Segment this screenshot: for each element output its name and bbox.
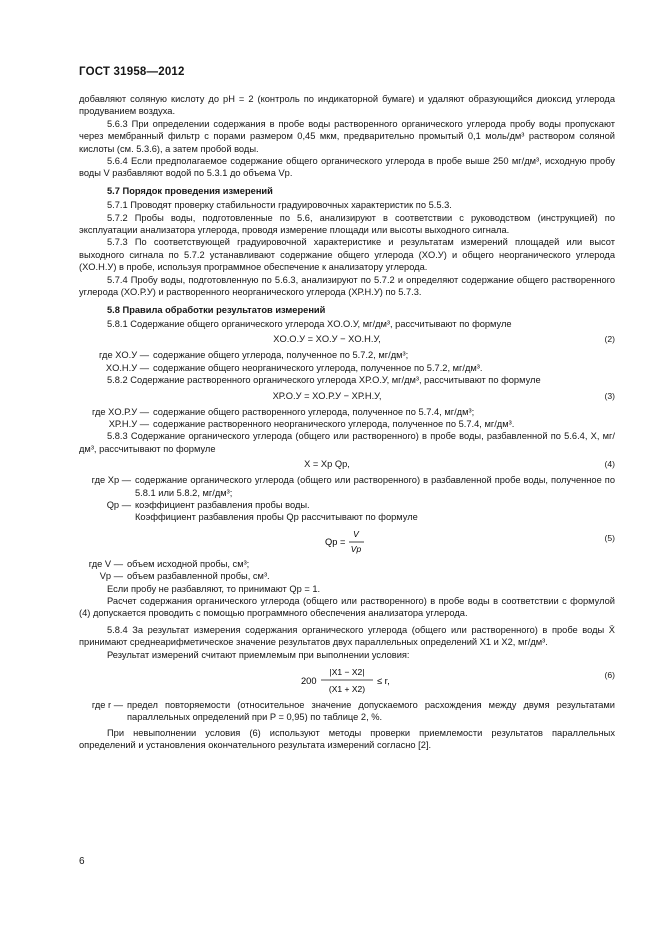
page-header: ГОСТ 31958—2012 [79,66,185,78]
definition-label: Qр — [106,499,131,510]
definition-text: содержание общего растворенного углерода, полученное по 5.7.4, мг/дм³; [153,406,475,417]
formula-5-lhs: Qр = [325,536,346,547]
definition-label: где Xр — [91,475,131,486]
definition-xp [79,474,615,499]
formula-6-graphic [79,663,615,697]
paragraph-5-7-4: 5.7.4 Пробу воды, подготовленную по 5.6.3, анализируют по 5.7.2 и определяют содержание общего растворенного углерода (XО.Р.У) и растворенного неорганического углерода (XР.Н.У) по 5.7.3. [79,274,615,298]
section-heading-5-7: 5.7 Порядок проведения измерений [107,185,273,196]
paragraph-5-8-2: 5.8.2 Содержание растворенного органического углерода XР.О.У, мг/дм³, рассчитывают по формуле [107,375,541,386]
paragraph-qp-intro: Коэффициент разбавления пробы Qр рассчитывают по формуле [135,512,418,523]
formula-5-denominator: Vр [350,543,362,554]
formula-5-number: (5) [604,532,615,543]
definition-text: объем разбавленной пробы, см³. [127,571,270,582]
definition-label: где V — [88,558,123,569]
paragraph-5-7-2: 5.7.2 Пробы воды, подготовленные по 5.6, анализируют в соответствии с руководством (инструкцией) по эксплуатации анализатора углерода, проводя измерение площади или высоты выходного сигнала. [79,212,615,236]
definition-v [79,558,615,570]
paragraph-5-8-1: 5.8.1 Содержание общего органического углерода XО.О.У, мг/дм³, рассчитывают по формуле [107,318,512,329]
paragraph-5-8-4: 5.8.4 За результат измерения содержания органического углерода (общего или растворенного) в пробе воды X̄ принимают среднеарифметическое значение результатов двух параллельных определений X1 и X2, мг/дм³. [79,624,615,648]
paragraph-5-7-1: 5.7.1 Проводят проверку стабильности градуировочных характеристик по 5.5.3. [107,200,452,211]
paragraph-continuation: добавляют соляную кислоту до pH = 2 (контроль по индикаторной бумаге) и удаляют образующийся диоксид углерода продуванием воздуха. [79,94,615,117]
paragraph-failure: При невыполнении условия (6) используют методы проверки приемлемости результатов параллельных определений и установления окончательного результата измерений согласно [2]. [79,727,615,751]
formula-6-number: (6) [604,670,615,681]
formula-3-number: (3) [604,390,615,401]
formula-6-denominator: (X1 + X2) [328,684,366,695]
formula-6-numerator: |X1 − X2| [329,667,365,678]
definition-text: содержание растворенного неорганического углерода, полученное по 5.7.4, мг/дм³. [153,418,515,429]
formula-2-number: (2) [604,334,615,345]
definition-label: где XО.Р.У — [92,406,149,417]
definition-x-ou [79,349,615,361]
page-content [79,93,615,752]
definition-label: XР.Н.У — [108,418,149,429]
paragraph-5-6-3: 5.6.3 При определении содержания в пробе воды растворенного органического углерода пробу воды пропускают через мембранный фильтр с порами размером 0,45 мкм, предварительно промытый 0,1 моль/дм³ раствором соляной кислоты (см. 5.3.6), а затем пробой воды. [79,118,615,154]
definition-x-onu [79,362,615,374]
definition-label: Vр — [99,571,123,582]
formula-4-expression: X = Xр Qр, [304,459,350,470]
paragraph-acceptance: Результат измерений считают приемлемым при выполнении условия: [107,649,410,660]
formula-5 [79,526,615,556]
formula-6-coefficient: 200 [301,676,317,687]
formula-5-numerator: V [353,528,359,539]
formula-5-graphic [79,526,615,556]
definition-label: XО.Н.У — [105,362,149,373]
paragraph-calc-software: Расчет содержания органического углерода (общего или растворенного) в пробе воды в соответствии с формулой (4) допускается проводить с помощью программного обеспечения анализатора углерода. [79,596,615,619]
definition-x-rnu [79,418,615,430]
definition-text: содержание общего углерода, полученное по 5.7.2, мг/дм³; [153,350,409,361]
page-number: 6 [79,856,85,867]
definition-label: где XО.У — [99,350,149,361]
paragraph-5-8-3: 5.8.3 Содержание органического углерода (общего или растворенного) в пробе воды, разбавленной по 5.6.4, X, мг/дм³, рассчитывают по формуле [79,431,615,454]
definition-text: содержание органического углерода (общего или растворенного) в разбавленной пробе воды, полученное по 5.8.1 или 5.8.2, мг/дм³; [135,475,615,498]
definition-x-oru [79,406,615,418]
paragraph-no-dilution: Если пробу не разбавляют, то принимают Qр = 1. [107,583,321,594]
definition-label: где r — [91,700,123,711]
definition-text: объем исходной пробы, см³; [127,558,250,569]
formula-2-expression: XО.О.У = XО.У − XО.Н.У, [273,334,381,345]
definition-qp [79,499,615,511]
formula-3-expression: XР.О.У = XО.Р.У − XР.Н.У, [272,390,382,401]
definition-r [79,699,615,724]
definition-text: предел повторяемости (относительное значение допускаемого расхождения между двумя результатами параллельных определений при P = 0,95) по таблице 2, %. [127,700,615,723]
formula-3 [79,388,615,405]
formula-6-rhs: ≤ r, [377,676,390,687]
formula-6 [79,663,615,697]
paragraph-5-6-4: 5.6.4 Если предполагаемое содержание общего органического углерода в пробе выше 250 мг/дм³, исходную пробу воды V разбавляют водой по 5.3.1 до объема Vр. [79,156,615,179]
formula-4-number: (4) [604,459,615,470]
formula-2 [79,331,615,348]
paragraph-5-7-3: 5.7.3 По соответствующей градуировочной характеристике и результатам измерений площадей или высот выходного сигнала по 5.7.2 устанавливают содержание общего углерода (XО.У) и общего неорганического углерода (XО.Н.У) в пробе, используя программное обеспечение к анализатору углерода. [79,237,615,273]
section-heading-5-8: 5.8 Правила обработки результатов измерений [107,304,326,315]
formula-4 [79,456,615,473]
definition-text: содержание общего неорганического углерода, полученное по 5.7.2, мг/дм³. [153,362,483,373]
definition-text: коэффициент разбавления пробы воды. [135,499,310,510]
definition-vp [79,570,615,582]
